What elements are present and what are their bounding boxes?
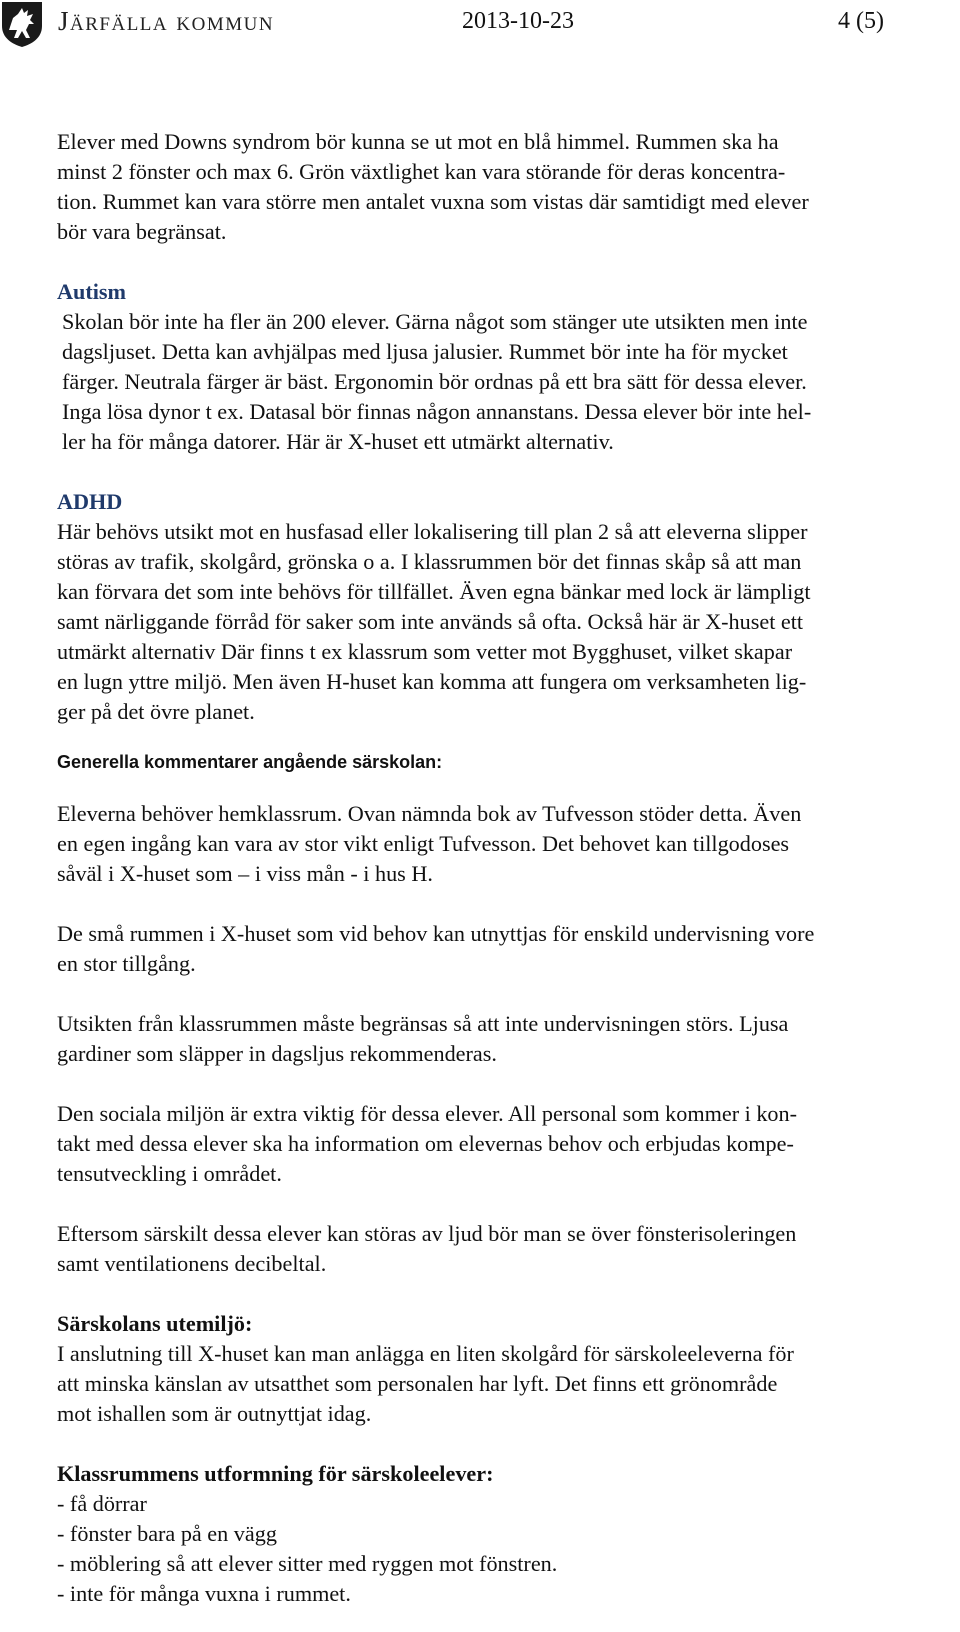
heading-general-comments: Generella kommentarer angående särskolan: <box>57 752 443 772</box>
document-date: 2013-10-23 <box>462 8 574 34</box>
paragraph-autism: Skolan bör inte ha fler än 200 elever. Gärna något som stänger ute utsikten men inte dagsljuset. Detta kan avhjälpas med ljusa jalusier. Rummet bör inte ha för mycket färger. Neutrala färger är bäst. Ergonomin bör ordnas på ett bra sätt för dessa elever. Inga lösa dynor t ex. Datasal bör finnas någon annanstans. Dessa elever bör inte hel- ler ha för många datorer. Här är X-huset ett utmärkt alternativ. <box>62 309 812 454</box>
heading-outdoor-environment: Särskolans utemiljö: <box>57 1311 253 1336</box>
paragraph-general-1: Eleverna behöver hemklassrum. Ovan nämnda bok av Tufvesson stöder detta. Även en egen ingång kan vara av stor vikt enligt Tufvesson. Det behovet kan tillgodoses såväl i X-huset som – i viss mån - i hus H. <box>57 801 802 886</box>
paragraph-outdoor: I anslutning till X-huset kan man anlägga en liten skolgård för särskoleeleverna för att minska känslan av utsatthet som personalen har lyft. Det finns ett grönområde mot ishallen som är outnyttjat idag. <box>57 1341 794 1426</box>
paragraph-adhd: Här behövs utsikt mot en husfasad eller lokalisering till plan 2 så att eleverna slipper störas av trafik, skolgård, grönska o a. I klassrummen bör det finnas skåp så att man kan förvara det som inte behövs för tillfället. Även egna bänkar med lock är lämpligt samt närliggande förråd för saker som inte används så ofta. Också här är X-huset ett utmärkt alternativ Där finns t ex klassrum som vetter mot Bygghuset, vilket skapar en lugn yttre miljö. Men även H-huset kan komma att fungera om verksamheten lig- ger på det övre planet. <box>57 519 811 724</box>
paragraph-general-3: Utsikten från klassrummen måste begränsas så att inte undervisningen störs. Ljusa gardiner som släpper in dagsljus rekommenderas. <box>57 1011 789 1066</box>
paragraph-general-4: Den sociala miljön är extra viktig för dessa elever. All personal som kommer i kon- takt med dessa elever ska ha information om elevernas behov och erbjudas kompe- tensutveckling i området. <box>57 1101 798 1186</box>
coat-of-arms-icon <box>0 0 44 48</box>
heading-autism: Autism <box>57 279 127 304</box>
paragraph-general-5: Eftersom särskilt dessa elever kan störas av ljud bör man se över fönsterisoleringen samt ventilationens decibeltal. <box>57 1221 797 1276</box>
list-item: - få dörrar <box>57 1491 147 1516</box>
paragraph-general-2: De små rummen i X-huset som vid behov kan utnyttjas för enskild undervisning vore en stor tillgång. <box>57 921 815 976</box>
list-item: - inte för många vuxna i rummet. <box>57 1581 351 1606</box>
heading-classroom-design: Klassrummens utformning för särskoleelever: <box>57 1461 494 1486</box>
page-number: 4 (5) <box>838 8 884 34</box>
paragraph-downs: Elever med Downs syndrom bör kunna se ut mot en blå himmel. Rummen ska ha minst 2 fönster och max 6. Grön växtlighet kan vara störande för deras koncentra- tion. Rummet kan vara större men antalet vuxna som vistas där samtidigt med elever bör vara begränsat. <box>57 129 809 244</box>
org-name: Järfälla kommun <box>58 6 275 36</box>
list-item: - fönster bara på en vägg <box>57 1521 277 1546</box>
page-header <box>0 0 960 50</box>
document-body <box>57 127 925 1609</box>
list-item: - möblering så att elever sitter med ryggen mot fönstren. <box>57 1551 558 1576</box>
heading-adhd: ADHD <box>57 489 123 514</box>
